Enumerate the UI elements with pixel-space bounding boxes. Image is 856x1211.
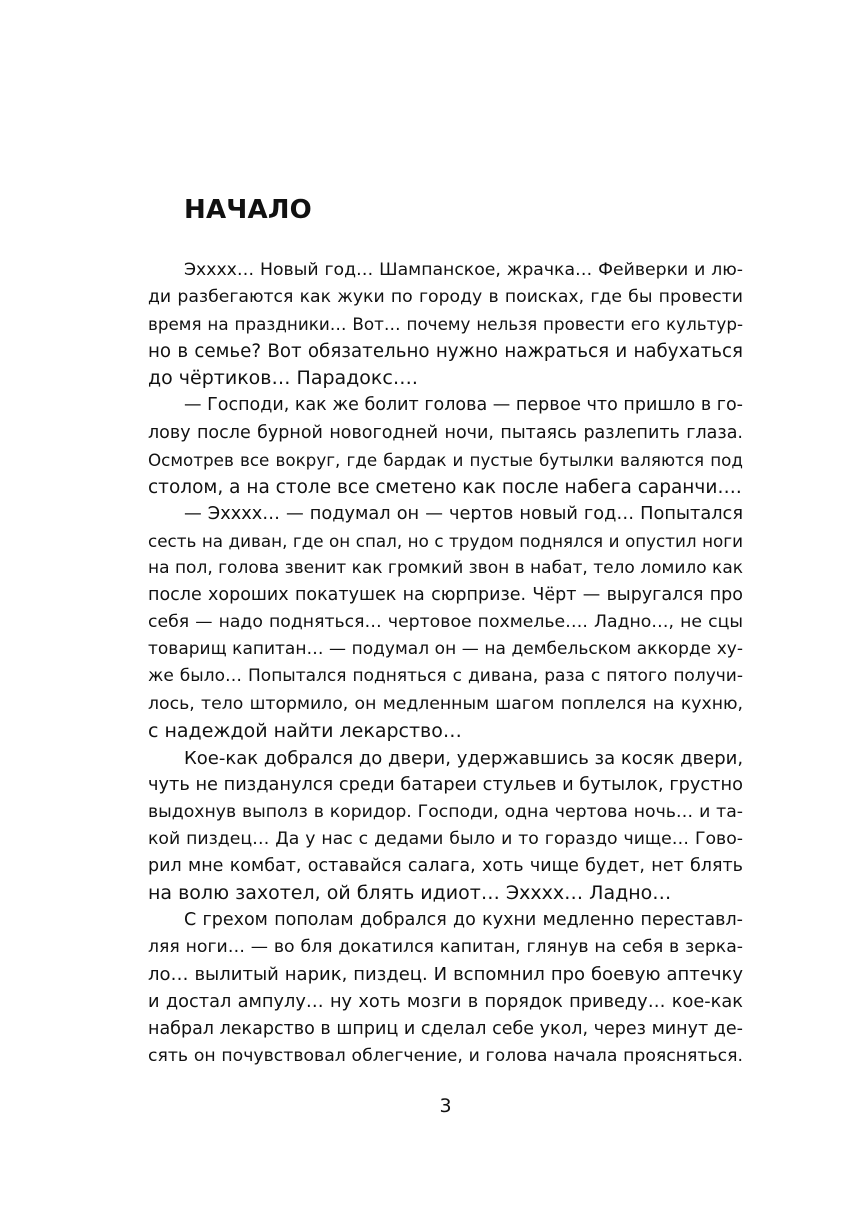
- text-line: — Господи, как же болит голова — первое что пришло в го-: [184, 395, 743, 416]
- text-line: С грехом пополам добрался до кухни медленно переставл-: [184, 910, 743, 931]
- paragraph: [148, 501, 743, 745]
- text-line: Осмотрев все вокруг, где бардак и пустые бутылки валяются под: [148, 449, 743, 470]
- text-line: набрал лекарство в шприц и сделал себе укол, через минут де-: [148, 1018, 743, 1039]
- text-line: после хороших покатушек на сюрпризе. Чёрт — выругался про: [148, 585, 743, 606]
- text-line: же было… Попытался подняться с дивана, раза с пятого получи-: [148, 666, 743, 687]
- paragraph: [148, 745, 743, 908]
- text-line: выдохнув выполз в коридор. Господи, одна чертова ночь… и та-: [148, 801, 743, 822]
- text-line: рил мне комбат, оставайся салага, хоть чище будет, нет блять: [148, 856, 743, 877]
- page-number: 3: [439, 1095, 452, 1117]
- paragraph: [148, 257, 743, 392]
- chapter-title: НАЧАЛО: [184, 195, 312, 225]
- text-line: ло… вылитый нарик, пиздец. И вспомнил про боевую аптечку: [148, 964, 743, 986]
- text-line: на волю захотел, ой блять идиот… Эхххх… Ладно…: [148, 882, 672, 905]
- text-line: время на праздники… Вот… почему нельзя провести его культур-: [148, 314, 743, 335]
- text-line: лову после бурной новогодней ночи, пытаясь разлепить глаза.: [148, 422, 743, 443]
- text-line: Эхххх… Новый год… Шампанское, жрачка… Фейверки и лю-: [184, 260, 743, 280]
- text-line: товарищ капитан… — подумал он — на дембельском аккорде ху-: [148, 639, 743, 660]
- text-line: сесть на диван, где он спал, но с трудом поднялся и опустил ноги: [148, 530, 743, 551]
- text-line: чуть не пизданулся среди батареи стульев и бутылок, грустно: [148, 774, 743, 795]
- text-line: ляя ноги… — во бля докатился капитан, глянув на себя в зерка-: [148, 937, 743, 958]
- text-line: сять он почувствовал облегчение, и голова начала проясняться.: [148, 1045, 743, 1066]
- text-line: кой пиздец… Да у нас с дедами было и то гораздо чище… Гово-: [148, 828, 743, 849]
- body-text: [148, 257, 743, 1070]
- text-line: с надеждой найти лекарство…: [148, 719, 462, 742]
- text-line: и достал ампулу… ну хоть мозги в порядок приведу… кое-как: [148, 991, 743, 1012]
- text-line: ди разбегаются как жуки по городу в поисках, где бы провести: [148, 287, 743, 308]
- text-line: себя — надо подняться… чертовое похмелье…. Ладно…, не сцы: [148, 612, 743, 633]
- text-line: Кое-как добрался до двери, удержавшись за косяк двери,: [184, 747, 744, 769]
- text-line: но в семье? Вот обязательно нужно нажраться и набухаться: [148, 341, 743, 363]
- paragraph: [148, 392, 743, 500]
- book-page: [148, 0, 743, 1211]
- text-line: до чёртиков… Парадокс….: [148, 367, 418, 390]
- text-line: — Эхххх… — подумал он — чертов новый год… Попытался: [184, 503, 743, 524]
- text-line: столом, а на столе все сметено как после набега саранчи….: [148, 476, 742, 498]
- paragraph: [148, 907, 743, 1070]
- text-line: на пол, голова звенит как громкий звон в набат, тело ломило как: [148, 558, 743, 579]
- text-line: лось, тело штормило, он медленным шагом поплелся на кухню,: [148, 693, 743, 714]
